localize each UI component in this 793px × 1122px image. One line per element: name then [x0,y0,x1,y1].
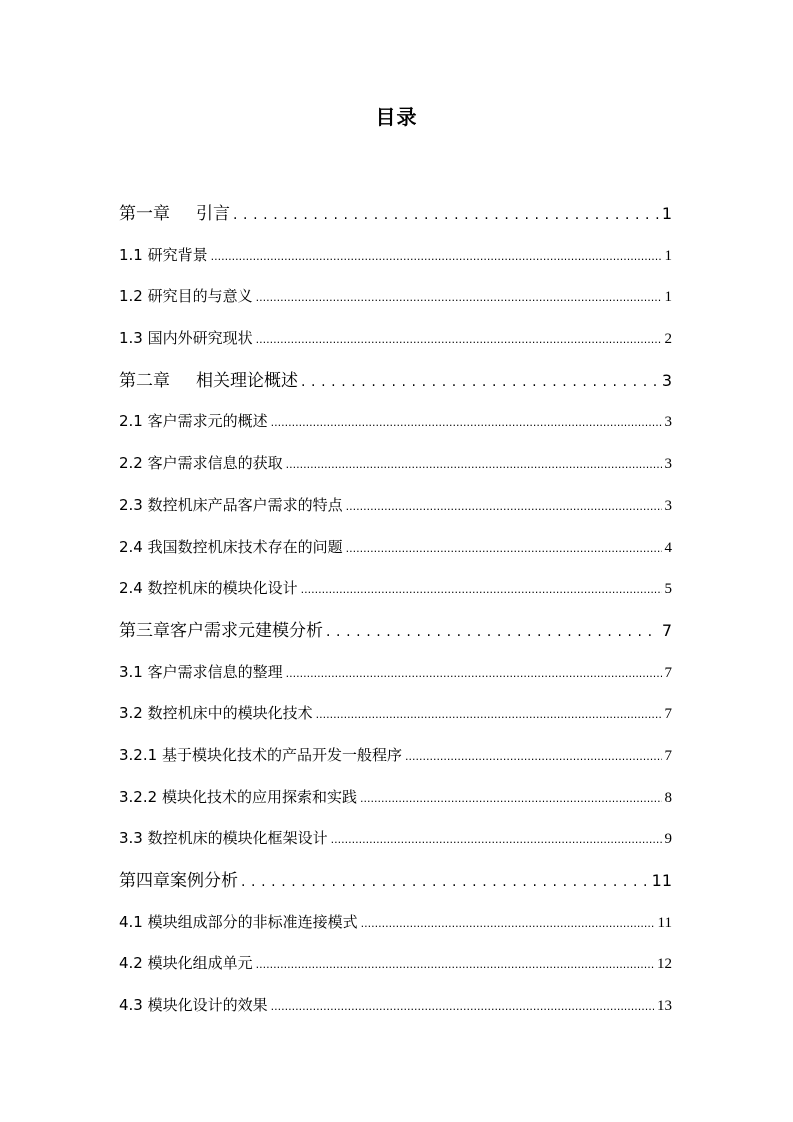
toc-entry-number: 3.2 [119,704,143,723]
toc-page-number: 5 [664,581,672,598]
toc-entry-title: 基于模块化技术的产品开发一般程序 [161,745,402,764]
toc-entry-label [119,861,238,903]
toc-page-number: 2 [664,331,672,348]
toc-dot-leader [326,612,659,654]
toc-dot-leader [361,903,655,945]
toc-page-number: 3 [664,414,672,431]
toc-page-number: 11 [657,914,672,931]
toc-page-number: 7 [664,664,672,681]
toc-entry-number: 第四章 [119,871,170,891]
toc-dot-leader [360,778,662,820]
toc-entry-number: 第一章 [119,204,170,224]
toc-dot-leader [256,277,662,319]
toc-dot-leader [271,402,662,444]
toc-dot-leader [316,694,662,736]
toc-section-entry[interactable] [119,777,672,819]
toc-entry-number: 2.2 [119,454,143,473]
toc-entry-title: 模块组成部分的非标准连接模式 [147,912,358,931]
toc-entry-title: 相关理论概述 [196,370,298,391]
toc-section-entry[interactable] [119,818,672,860]
toc-section-entry[interactable] [119,985,672,1027]
toc-entry-title: 客户需求信息的整理 [147,662,283,681]
toc-entry-title: 数控机床中的模块化技术 [147,704,313,723]
toc-entry-title: 数控机床的模块化设计 [147,579,298,598]
toc-entry-label [119,902,358,944]
toc-page-number: 3 [664,497,672,514]
toc-page-number: 3 [664,456,672,473]
toc-entry-title: 模块化组成单元 [147,954,253,973]
toc-chapter-entry[interactable] [119,193,672,235]
toc-dot-leader [256,319,662,361]
toc-chapter-entry[interactable] [119,610,672,652]
toc-entry-title: 国内外研究现状 [147,329,253,348]
toc-dot-leader [301,362,659,404]
toc-entry-label [119,943,253,985]
toc-entry-title: 客户需求元的概述 [147,412,268,431]
page-title: 目录 [375,105,418,129]
toc-entry-label [119,568,298,610]
toc-entry-label [119,611,323,653]
toc-entry-number: 2.4 [119,579,143,598]
toc-entry-title: 模块化设计的效果 [147,996,268,1015]
toc-entry-title: 我国数控机床技术存在的问题 [147,537,343,556]
toc-section-entry[interactable] [119,443,672,485]
toc-section-entry[interactable] [119,652,672,694]
toc-page-number: 3 [661,370,672,390]
toc-page-number: 7 [664,706,672,723]
toc-section-entry[interactable] [119,693,672,735]
toc-section-entry[interactable] [119,276,672,318]
toc-entry-number: 第三章 [119,620,170,641]
toc-page-number: 12 [657,956,672,973]
toc-page-number: 7 [661,620,672,640]
toc-dot-leader [256,944,654,986]
toc-entry-label [119,777,357,819]
toc-section-entry[interactable] [119,943,672,985]
toc-page-number: 7 [664,747,672,764]
toc-chapter-entry[interactable] [119,360,672,402]
toc-page-number: 9 [664,831,672,848]
toc-section-entry[interactable] [119,735,672,777]
toc-entry-number: 1.1 [119,245,143,264]
toc-section-entry[interactable] [119,235,672,277]
toc-entry-title: 研究目的与意义 [147,287,253,306]
toc-entry-title: 数控机床产品客户需求的特点 [147,495,343,514]
toc-entry-number: 3.2.1 [119,745,158,764]
toc-entry-number: 1.2 [119,287,143,306]
toc-dot-leader [331,819,662,861]
toc-entry-title: 客户需求信息的获取 [147,454,283,473]
toc-entry-title: 客户需求元建模分析 [170,620,323,641]
toc-entry-label [119,985,268,1027]
toc-entry-label [119,485,343,527]
toc-page-number: 1 [661,204,672,223]
toc-entry-label [119,693,313,735]
toc-entry-label [119,652,283,694]
toc-page-number: 13 [657,998,672,1015]
toc-dot-leader [346,486,662,528]
toc-entry-number: 4.3 [119,996,143,1015]
toc-entry-number: 4.2 [119,954,143,973]
toc-dot-leader [241,862,649,904]
toc-entry-label [119,276,253,318]
toc-dot-leader [233,195,659,237]
toc-entry-title: 引言 [196,204,230,224]
toc-entry-number: 3.2.2 [119,787,158,806]
toc-dot-leader [286,653,662,695]
toc-entry-title: 模块化技术的应用探索和实践 [161,787,357,806]
toc-entry-label [119,318,253,360]
toc-section-entry[interactable] [119,318,672,360]
toc-entry-number: 4.1 [119,912,143,931]
toc-dot-leader [346,528,662,570]
toc-entry-number: 1.3 [119,329,143,348]
toc-entry-title: 数控机床的模块化框架设计 [147,829,328,848]
toc-dot-leader [211,236,662,278]
toc-entry-title: 研究背景 [147,245,208,264]
toc-section-entry[interactable] [119,401,672,443]
toc-section-entry[interactable] [119,568,672,610]
toc-entry-label [119,735,402,777]
toc-entry-number: 第二章 [119,370,170,391]
table-of-contents [119,193,672,1027]
toc-page-number: 1 [664,289,672,306]
toc-dot-leader [405,736,662,778]
toc-entry-label [119,443,283,485]
toc-entry-label [119,235,208,277]
toc-dot-leader [286,444,662,486]
toc-entry-label [119,527,343,569]
toc-entry-number: 2.3 [119,495,143,514]
toc-entry-label [119,194,230,236]
toc-entry-label [119,818,328,860]
toc-entry-title: 案例分析 [170,871,238,891]
toc-page-number: 1 [664,247,672,264]
toc-dot-leader [301,569,662,611]
toc-page-number: 8 [664,789,672,806]
toc-entry-number: 2.1 [119,412,143,431]
toc-entry-label [119,401,268,443]
toc-entry-label [119,361,298,403]
toc-chapter-entry[interactable] [119,860,672,902]
toc-entry-number: 3.1 [119,662,143,681]
toc-section-entry[interactable] [119,485,672,527]
toc-entry-number: 3.3 [119,829,143,848]
toc-section-entry[interactable] [119,527,672,569]
toc-page-number: 4 [664,539,672,556]
toc-dot-leader [271,986,654,1028]
toc-section-entry[interactable] [119,902,672,944]
toc-entry-number: 2.4 [119,537,143,556]
toc-page-number: 11 [651,871,672,890]
